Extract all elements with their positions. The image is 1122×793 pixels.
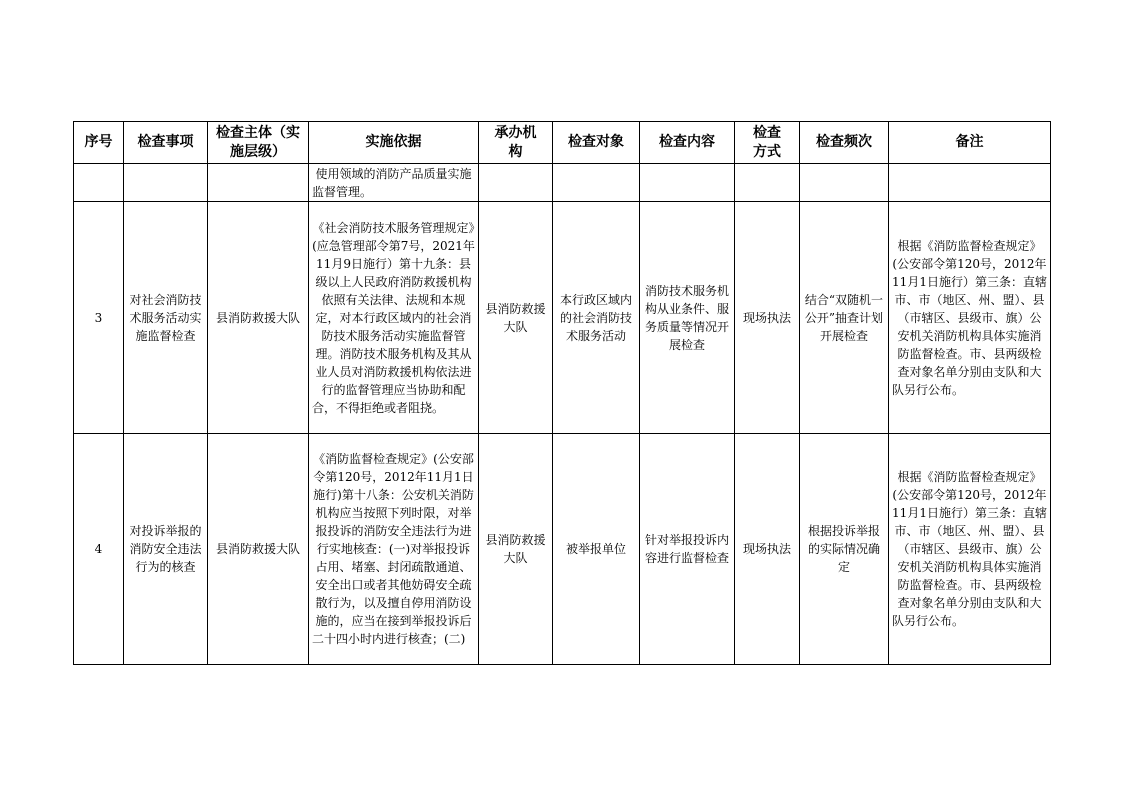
cell-content: 针对举报投诉内容进行监督检查	[640, 434, 735, 665]
cell-method: 现场执法	[735, 202, 800, 434]
cell-method: 现场执法	[735, 434, 800, 665]
cell-item: 对社会消防技术服务活动实施监督检查	[124, 202, 208, 434]
cell-basis: 《社会消防技术服务管理规定》(应急管理部令第7号，2021年11月9日施行）第十九条：县级以上人民政府消防救援机构依照有关法律、法规和本规定，对本行政区域内的社会消防技术服务活动实施监督管理。消防技术服务机构及其从业人员对消防救援机构依法进行的监督管理应当协助和配合，不得拒绝或者阻挠。	[309, 202, 479, 434]
header-row	[74, 122, 1051, 164]
table-row	[74, 164, 1051, 202]
cell-organ: 县消防救援大队	[479, 202, 553, 434]
cell-remark: 根据《消防监督检查规定》(公安部令第120号，2012年11月1日施行）第三条：直辖市、市（地区、州、盟）、县（市辖区、县级市、旗）公安机关消防机构具体实施消防监督检查。市、县两级检查对象名单分别由支队和大队另行公布。	[889, 434, 1051, 665]
header-object: 检查对象	[553, 122, 640, 164]
cell-subject: 县消防救援大队	[208, 202, 309, 434]
header-subject: 检查主体（实施层级）	[208, 122, 309, 164]
cell-object: 本行政区域内的社会消防技术服务活动	[553, 202, 640, 434]
cell-remark: 根据《消防监督检查规定》(公安部令第120号，2012年11月1日施行）第三条：直辖市、市（地区、州、盟）、县（市辖区、县级市、旗）公安机关消防机构具体实施消防监督检查。市、县两级检查对象名单分别由支队和大队另行公布。	[889, 202, 1051, 434]
cell-frequency	[800, 164, 889, 202]
cell-item	[124, 164, 208, 202]
cell-subject: 县消防救援大队	[208, 434, 309, 665]
cell-item: 对投诉举报的消防安全违法行为的核查	[124, 434, 208, 665]
header-remark: 备注	[889, 122, 1051, 164]
cell-basis: 使用领域的消防产品质量实施监督管理。	[309, 164, 479, 202]
header-item: 检查事项	[124, 122, 208, 164]
table-row	[74, 202, 1051, 434]
header-content: 检查内容	[640, 122, 735, 164]
cell-object	[553, 164, 640, 202]
table-row	[74, 434, 1051, 665]
cell-no: 4	[74, 434, 124, 665]
cell-frequency: 结合“双随机一公开”抽查计划开展检查	[800, 202, 889, 434]
inspection-table	[73, 121, 1051, 665]
cell-no	[74, 164, 124, 202]
cell-content	[640, 164, 735, 202]
cell-frequency: 根据投诉举报的实际情况确定	[800, 434, 889, 665]
cell-subject	[208, 164, 309, 202]
cell-basis: 《消防监督检查规定》(公安部令第120号，2012年11月1日施行)第十八条：公安机关消防机构应当按照下列时限，对举报投诉的消防安全违法行为进行实地核查：(一)对举报投诉占用、堵塞、封闭疏散通道、安全出口或者其他妨碍安全疏散行为，以及擅自停用消防设施的，应当在接到举报投诉后二十四小时内进行核查；(二)	[309, 434, 479, 665]
cell-method	[735, 164, 800, 202]
cell-remark	[889, 164, 1051, 202]
cell-organ: 县消防救援大队	[479, 434, 553, 665]
header-frequency: 检查频次	[800, 122, 889, 164]
cell-organ	[479, 164, 553, 202]
header-method: 检查方式	[735, 122, 800, 164]
header-basis: 实施依据	[309, 122, 479, 164]
cell-no: 3	[74, 202, 124, 434]
cell-content: 消防技术服务机构从业条件、服务质量等情况开展检查	[640, 202, 735, 434]
header-no: 序号	[74, 122, 124, 164]
cell-object: 被举报单位	[553, 434, 640, 665]
header-organ: 承办机构	[479, 122, 553, 164]
